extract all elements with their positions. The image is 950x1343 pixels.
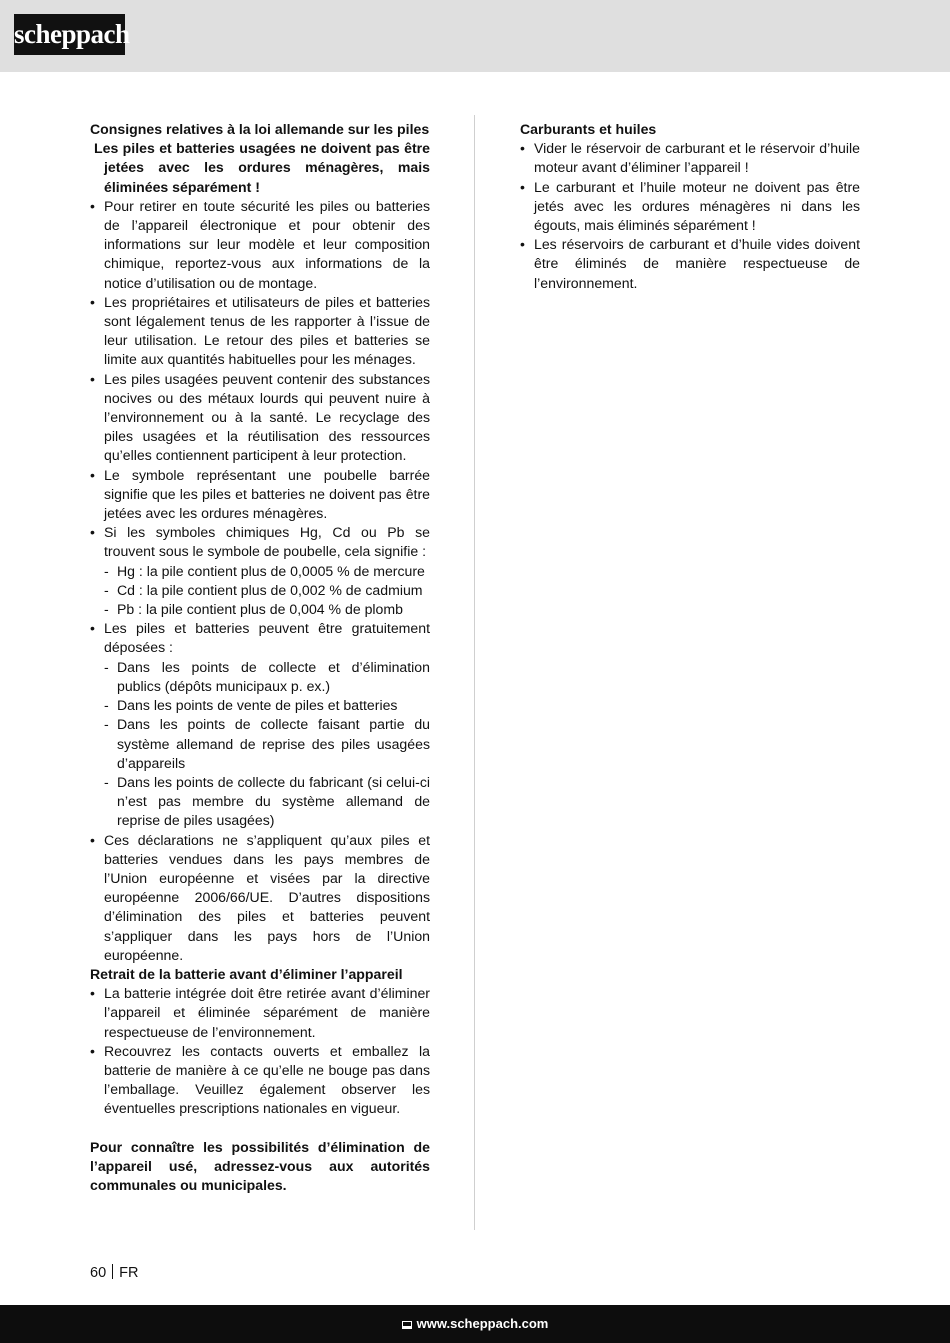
- page-footer: [0, 1305, 950, 1343]
- list-item: • Les réservoirs de carburant et d’huile vides doivent être éliminés de manière respectueuse de l’environnement.: [520, 235, 860, 293]
- monitor-icon: [402, 1321, 412, 1329]
- language-code: FR: [119, 1265, 139, 1281]
- section-heading-battery-removal: Retrait de la batterie avant d’éliminer l’appareil: [90, 965, 403, 982]
- list-item: • Les piles et batteries peuvent être gratuitement déposées :: [90, 619, 430, 657]
- battery-warning-lead: Les piles et batteries usagées ne doivent pas être jetées avec les ordures ménagères, mais éliminées séparément !: [94, 140, 430, 195]
- sub-list-item: - Hg : la pile contient plus de 0,0005 % de mercure: [90, 562, 430, 581]
- list-item: • Si les symboles chimiques Hg, Cd ou Pb se trouvent sous le symbole de poubelle, cela signifie :: [90, 523, 430, 561]
- section-heading-battery-law: Consignes relatives à la loi allemande sur les piles: [90, 121, 430, 137]
- list-item: • Pour retirer en toute sécurité les piles ou batteries de l’appareil électronique et pour obtenir des informations sur leur modèle et leur composition chimique, reportez-vous aux informations de la notice d’utilisation ou de montage.: [90, 197, 430, 293]
- page-number-value: 60: [90, 1265, 107, 1281]
- section-heading-fuels-oils: Carburants et huiles: [520, 121, 657, 137]
- sub-list-item: - Dans les points de vente de piles et batteries: [90, 696, 430, 715]
- left-column: [90, 120, 430, 1195]
- sub-list-item: - Cd : la pile contient plus de 0,002 % de cadmium: [90, 581, 430, 600]
- right-column: [520, 120, 860, 293]
- page-number-separator: [112, 1264, 113, 1279]
- list-item: • Ces déclarations ne s’appliquent qu’aux piles et batteries vendues dans les pays membres de l’Union européenne et visées par la directive européenne 2006/66/UE. D’autres dispositions d’élimination des piles et batteries peuvent s’appliquer dans les pays hors de l’Union européenne.: [90, 831, 430, 965]
- closing-note: Pour connaître les possibilités d’élimination de l’appareil usé, adressez-vous aux autorités communales ou municipales.: [90, 1138, 430, 1194]
- sub-list-item: - Dans les points de collecte et d’élimination publics (dépôts municipaux p. ex.): [90, 658, 430, 696]
- list-item: • Le carburant et l’huile moteur ne doivent pas être jetés avec les ordures ménagères ni dans les égouts, mais éliminés séparément !: [520, 178, 860, 236]
- list-item: • Vider le réservoir de carburant et le réservoir d’huile moteur avant d’éliminer l’appareil !: [520, 139, 860, 177]
- column-divider: [474, 115, 475, 1230]
- page-number: [90, 1264, 138, 1283]
- sub-list-item: - Dans les points de collecte du fabricant (si celui-ci n’est pas membre du système allemand de reprise de piles usagées): [90, 773, 430, 831]
- page-header: [0, 0, 950, 72]
- list-item: • Recouvrez les contacts ouverts et emballez la batterie de manière à ce qu’elle ne bouge pas dans l’emballage. Veuillez également observer les éventuelles prescriptions nationales en vigueur.: [90, 1042, 430, 1119]
- sub-list-item: - Pb : la pile contient plus de 0,004 % de plomb: [90, 600, 430, 619]
- list-item: • La batterie intégrée doit être retirée avant d’éliminer l’appareil et éliminée séparément de manière respectueuse de l’environnement.: [90, 984, 430, 1042]
- website-link[interactable]: www.scheppach.com: [416, 1316, 549, 1331]
- list-item: • Les piles usagées peuvent contenir des substances nocives ou des métaux lourds qui peuvent nuire à l’environnement ou à la santé. Le recyclage des piles usagées et la réutilisation des ressources qu’elles contiennent participent à leur protection.: [90, 370, 430, 466]
- list-item: • Les propriétaires et utilisateurs de piles et batteries sont légalement tenus de les rapporter à l’issue de leur utilisation. Le retour des piles et batteries se limite aux quantités habituelles pour les ménages.: [90, 293, 430, 370]
- scheppach-logo: scheppach: [14, 14, 125, 55]
- sub-list-item: - Dans les points de collecte faisant partie du système allemand de reprise des piles usagées d’appareils: [90, 715, 430, 773]
- list-item: • Le symbole représentant une poubelle barrée signifie que les piles et batteries ne doivent pas être jetées avec les ordures ménagères.: [90, 466, 430, 524]
